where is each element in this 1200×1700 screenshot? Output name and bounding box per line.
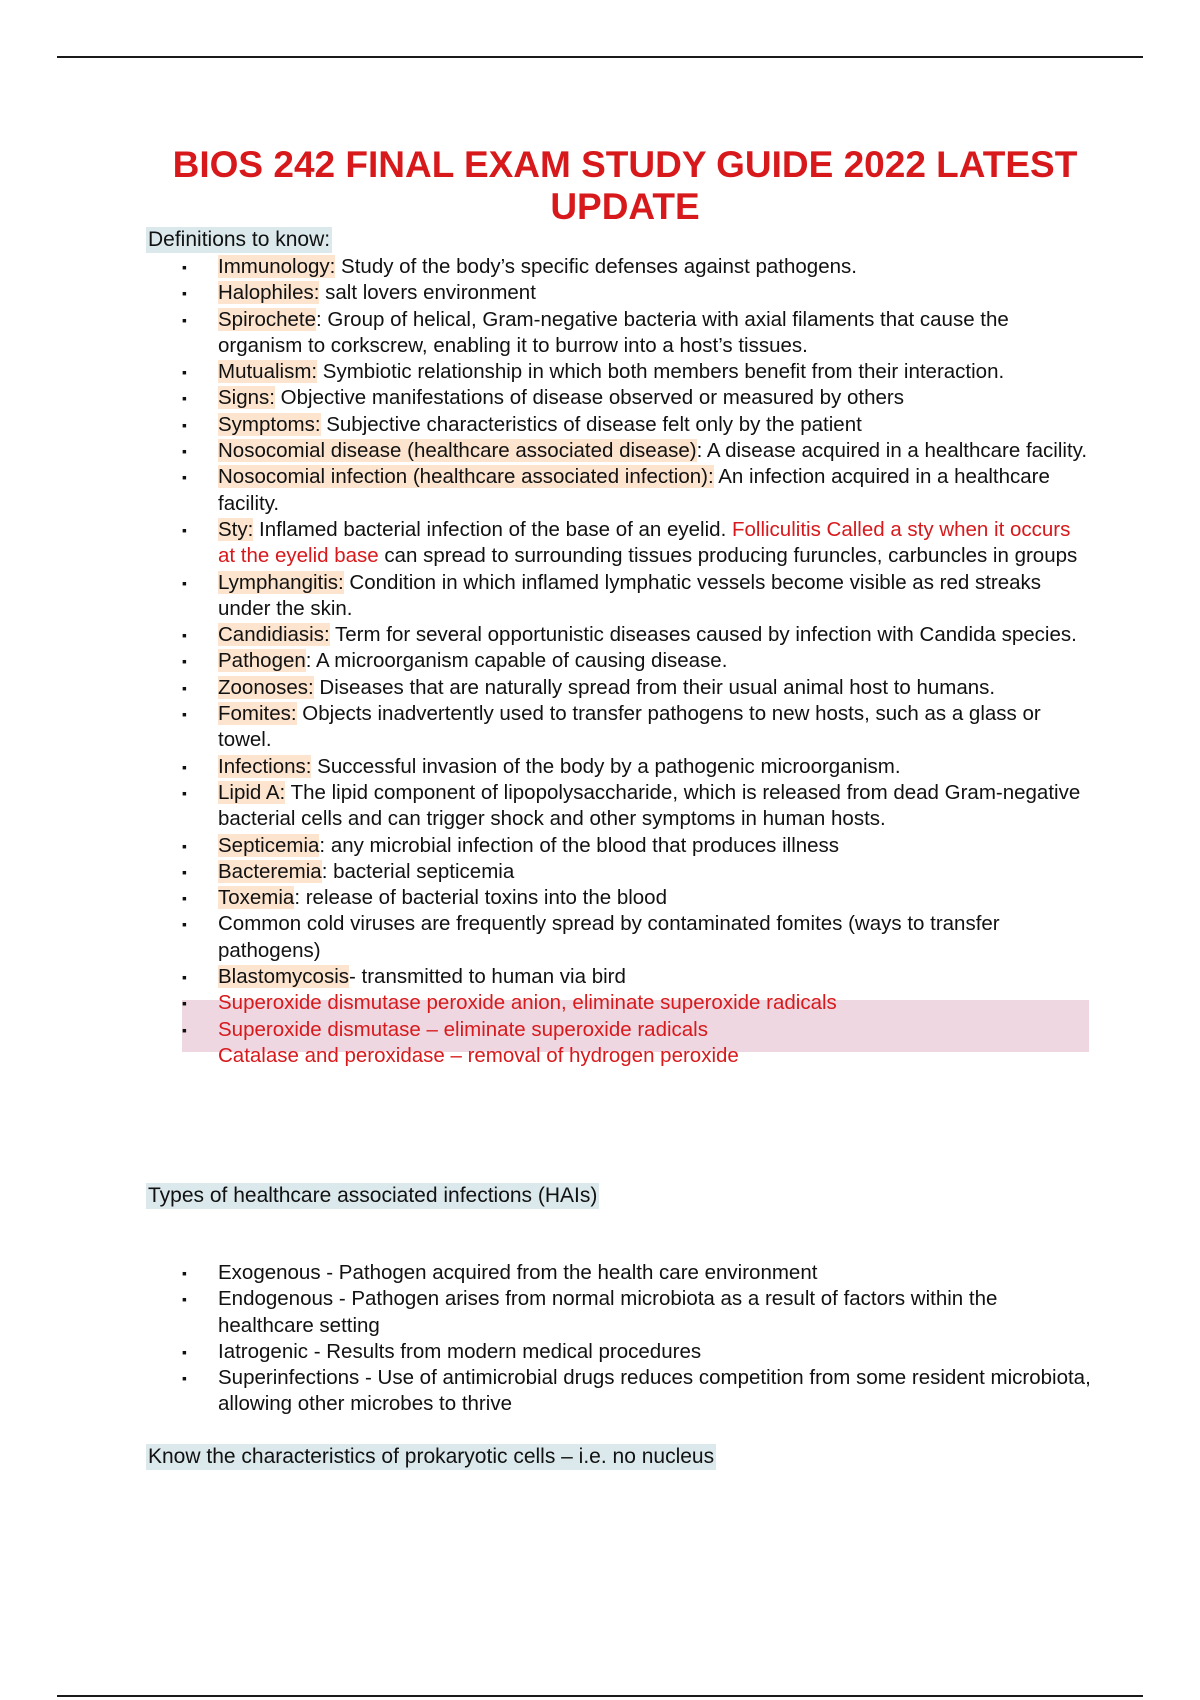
hai-item	[182, 1260, 1092, 1286]
bullet-icon: ▪	[182, 469, 187, 486]
definition-term: Nosocomial disease (healthcare associated disease)	[218, 439, 697, 463]
bullet-icon: ▪	[182, 863, 187, 880]
hai-item	[182, 1339, 1092, 1365]
bullet-icon: ▪	[182, 679, 187, 696]
bullet-icon: ▪	[182, 837, 187, 854]
page-title: BIOS 242 FINAL EXAM STUDY GUIDE 2022 LATEST UPDATE	[172, 144, 1078, 227]
definition-item	[182, 412, 1092, 438]
definition-item	[182, 754, 1092, 780]
hai-item-text: Exogenous - Pathogen acquired from the health care environment	[218, 1261, 818, 1284]
definition-text: Subjective characteristics of disease felt only by the patient	[320, 412, 862, 436]
catalase-line: Catalase and peroxidase – removal of hydrogen peroxide	[218, 1043, 739, 1067]
hai-item	[182, 1365, 1092, 1418]
definition-item	[182, 570, 1092, 623]
definition-item	[182, 280, 1092, 306]
definition-text: Diseases that are naturally spread from their usual animal host to humans.	[313, 675, 996, 699]
definition-text: : bacterial septicemia	[321, 859, 515, 883]
definition-text: : A disease acquired in a healthcare facility.	[696, 439, 1088, 463]
definition-text: Term for several opportunistic diseases caused by infection with Candida species.	[329, 623, 1077, 647]
definition-red-text: Superoxide dismutase peroxide anion, eliminate superoxide radicals	[218, 991, 837, 1015]
definition-term: Fomites:	[218, 702, 297, 726]
bullet-icon: ▪	[182, 1370, 187, 1387]
bullet-icon: ▪	[182, 416, 187, 433]
prokaryotic-heading: Know the characteristics of prokaryotic cells – i.e. no nucleus	[148, 1445, 715, 1468]
definition-term: Mutualism:	[218, 360, 318, 384]
definition-item	[182, 464, 1092, 517]
definition-term: Sty:	[218, 517, 254, 541]
definition-item	[182, 622, 1092, 648]
definition-text: Study of the body’s specific defenses against pathogens.	[335, 255, 857, 278]
bullet-icon: ▪	[182, 653, 187, 670]
definition-term: Septicemia	[218, 833, 320, 857]
definition-item	[182, 911, 1092, 964]
bullet-icon: ▪	[182, 1021, 187, 1038]
bullet-icon: ▪	[182, 259, 187, 275]
definition-item	[182, 833, 1092, 859]
bullet-icon: ▪	[182, 1265, 187, 1281]
bullet-icon: ▪	[182, 1291, 187, 1308]
definition-text: salt lovers environment	[319, 281, 536, 305]
bullet-icon: ▪	[182, 627, 187, 644]
definition-item	[182, 780, 1092, 833]
definition-text: : Group of helical, Gram-negative bacteria with axial filaments that cause the organism to corkscrew, enabling it to burrow into a host’s tissues.	[218, 307, 1009, 357]
bullet-icon: ▪	[182, 574, 187, 591]
hai-list	[182, 1260, 1092, 1418]
definition-term: Blastomycosis	[218, 965, 350, 989]
definition-item	[182, 964, 1092, 990]
definitions-list	[182, 254, 1092, 1069]
bullet-icon: ▪	[182, 890, 187, 907]
bullet-icon: ▪	[182, 706, 187, 723]
bullet-icon: ▪	[182, 521, 187, 538]
definition-text: : release of bacterial toxins into the blood	[294, 886, 667, 910]
bullet-icon: ▪	[182, 390, 187, 407]
bullet-icon: ▪	[182, 443, 187, 460]
definition-item	[182, 648, 1092, 674]
bullet-icon: ▪	[182, 916, 187, 933]
definition-item	[182, 359, 1092, 385]
definition-text: : A microorganism capable of causing disease.	[305, 649, 728, 673]
definition-item	[182, 859, 1092, 885]
definition-term: Spirochete	[218, 307, 317, 331]
definition-term: Infections:	[218, 754, 312, 778]
definition-text: : any microbial infection of the blood that produces illness	[319, 833, 840, 857]
bullet-icon: ▪	[182, 364, 187, 381]
definition-text: The lipid component of lipopolysaccharide, which is released from dead Gram-negative bacterial cells and can trigger shock and other symptoms in human hosts.	[218, 780, 1081, 831]
definition-term: Lymphangitis:	[218, 570, 344, 594]
definition-text: Successful invasion of the body by a pathogenic microorganism.	[311, 754, 901, 778]
definition-term: Halophiles:	[218, 281, 320, 305]
definition-term: Pathogen	[218, 649, 306, 673]
hai-item	[182, 1286, 1092, 1339]
definition-term: Signs:	[218, 386, 275, 410]
definition-text-after: can spread to surrounding tissues producing furuncles, carbuncles in groups	[378, 544, 1078, 568]
definition-item	[182, 517, 1092, 570]
definition-text: Symbiotic relationship in which both members benefit from their interaction.	[317, 360, 1005, 384]
definition-text: Objective manifestations of disease observed or measured by others	[274, 386, 904, 410]
definition-term: Zoonoses:	[218, 675, 314, 699]
definition-term: Lipid A:	[218, 780, 286, 804]
definition-item	[182, 701, 1092, 754]
bullet-icon: ▪	[182, 285, 187, 302]
hai-item-text: Superinfections - Use of antimicrobial drugs reduces competition from some resident microbiota, allowing other microbes to thrive	[218, 1366, 1091, 1416]
bullet-icon: ▪	[182, 758, 187, 775]
definition-text: Common cold viruses are frequently spread by contaminated fomites (ways to transfer pathogens)	[218, 912, 1000, 962]
bullet-icon: ▪	[182, 1343, 187, 1360]
definition-item	[182, 675, 1092, 701]
definition-term: Bacteremia	[218, 859, 322, 883]
definition-item	[182, 385, 1092, 411]
definition-text: - transmitted to human via bird	[349, 965, 626, 989]
bullet-icon: ▪	[182, 969, 187, 986]
definition-item	[182, 1017, 1092, 1043]
definition-item	[182, 438, 1092, 464]
definition-item	[182, 307, 1092, 360]
definition-red-text: Folliculitis Called a sty when it occurs at the eyelid base	[218, 517, 1071, 568]
definition-text: Condition in which inflamed lymphatic vessels become visible as red streaks under the skin.	[218, 570, 1042, 620]
definition-text: Inflamed bacterial infection of the base of an eyelid.	[253, 517, 732, 541]
definition-text: Objects inadvertently used to transfer pathogens to new hosts, such as a glass or towel.	[218, 702, 1041, 752]
definition-item	[182, 990, 1092, 1016]
definition-term: Candidiasis:	[218, 623, 330, 647]
definition-red-text: Superoxide dismutase – eliminate superoxide radicals	[218, 1017, 708, 1041]
bullet-icon: ▪	[182, 311, 187, 328]
definition-term: Toxemia	[218, 886, 295, 910]
definition-item	[182, 254, 1092, 280]
top-rule	[57, 56, 1143, 58]
bullet-icon: ▪	[182, 995, 187, 1012]
bottom-rule	[57, 1695, 1143, 1697]
hai-heading: Types of healthcare associated infections (HAIs)	[148, 1184, 598, 1207]
hai-item-text: Iatrogenic - Results from modern medical procedures	[218, 1339, 702, 1363]
bullet-icon: ▪	[182, 784, 187, 801]
definition-term: Immunology:	[218, 255, 336, 278]
definition-text: An infection acquired in a healthcare facility.	[218, 465, 1050, 515]
hai-item-text: Endogenous - Pathogen arises from normal microbiota as a result of factors within the healthcare setting	[218, 1287, 998, 1337]
definition-term: Symptoms:	[218, 412, 321, 436]
definition-term: Nosocomial infection (healthcare associated infection):	[218, 465, 714, 489]
definitions-heading: Definitions to know:	[148, 228, 331, 251]
definition-item	[182, 885, 1092, 911]
